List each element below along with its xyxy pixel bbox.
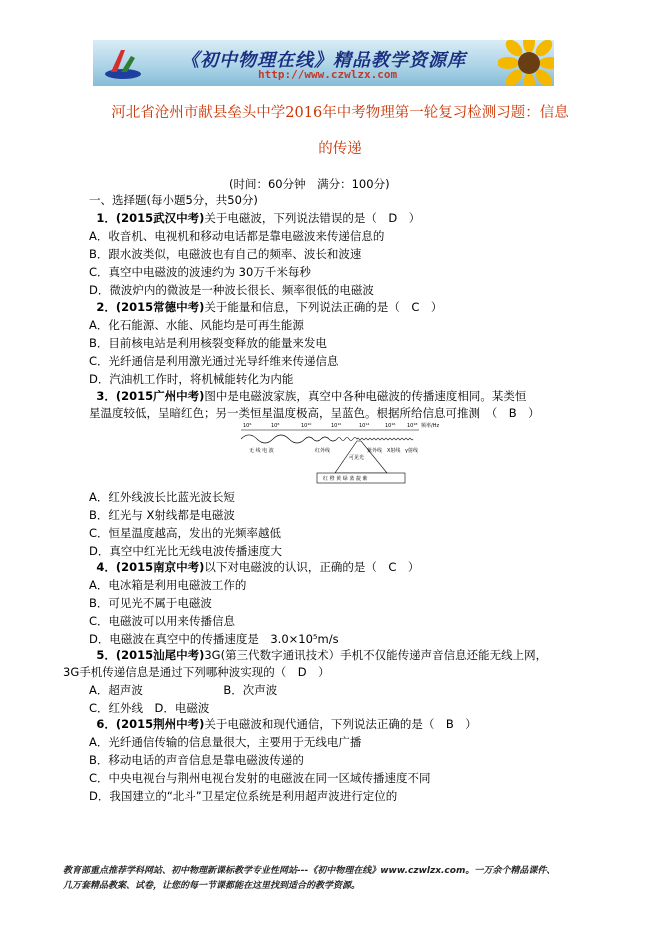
band-label: X射线 [387, 448, 401, 454]
option: C．真空中电磁波的波速约为 30万千米每秒 [89, 265, 311, 279]
question-source: (2015常德中考) [115, 300, 205, 314]
option: D．微波炉内的微波是一种波长很长、频率很低的电磁波 [89, 283, 374, 297]
option: B．移动电话的声音信息是靠电磁波传递的 [89, 753, 304, 767]
band-label: 紫外线 [367, 448, 383, 454]
band-label: 红外线 [315, 448, 331, 454]
question-text: 图中是电磁波家族，真空中各种电磁波的传播速度相同。某类恒 [204, 389, 527, 403]
page-title-line2: 的传递 [318, 141, 362, 157]
option: B．目前核电站是利用核裂变释放的能量来发电 [89, 336, 327, 350]
tick-label: 10¹⁸ [407, 423, 418, 429]
option: D．真空中红光比无线电波传播速度大 [89, 544, 282, 558]
option: A．收音机、电视机和移动电话都是靠电磁波来传递信息的 [89, 229, 385, 243]
question-text: 3G(第三代数字通讯技术）手机不仅能传递声音信息还能无线上网， [204, 648, 548, 662]
tick-label: 10⁶ [243, 423, 252, 429]
question-text: 关于电磁波和现代通信，下列说法正确的是（ B ） [204, 717, 477, 731]
tick-label: 10¹⁴ [359, 423, 370, 429]
question-1-stem [89, 209, 420, 227]
option: D．汽油机工作时，将机械能转化为内能 [89, 372, 294, 386]
time-score-info: (时间：60分钟 满分：100分) [229, 177, 390, 191]
site-logo-icon [103, 46, 143, 80]
footer-line2: 几万套精品教案、试卷，让您的每一节课都能在这里找到适合的教学资源。 [63, 881, 361, 891]
band-label: 无 线 电 波 [249, 448, 274, 454]
tick-label: 频率/Hz [421, 423, 439, 429]
visible-light-label: 可见光 [349, 455, 365, 461]
question-text: 关于能量和信息，下列说法正确的是（ C ） [204, 300, 443, 314]
banner-title: 《初中物理在线》精品教学资源库 [181, 50, 466, 71]
option: A．超声波 B．次声波 [89, 683, 278, 697]
visible-spectrum-label: 红 橙 黄 绿 蓝 靛 紫 [323, 476, 368, 482]
option: D．电磁波在真空中的传播速度是 3.0×10⁵m/s [89, 632, 339, 646]
page-title [80, 95, 600, 167]
option: C．电磁波可以用来传播信息 [89, 614, 236, 628]
sunflower-icon [498, 40, 554, 86]
option: B．红光与 X射线都是电磁波 [89, 508, 235, 522]
option: C．光纤通信是利用激光通过光导纤维来传递信息 [89, 354, 339, 368]
option: B．跟水波类似，电磁波也有自己的频率、波长和波速 [89, 247, 362, 261]
question-source: (2015南京中考) [115, 560, 205, 574]
question-4-stem [89, 558, 419, 576]
option: B．可见光不属于电磁波 [89, 596, 212, 610]
footer-line1: 教育部重点推荐学科网站、初中物理新课标教学专业性网站---《初中物理在线》www.czwlzx.com。一万余个精品课件、 [63, 866, 556, 876]
page-footer [63, 864, 613, 894]
question-5-stem [89, 646, 547, 664]
tick-label: 10⁸ [271, 423, 280, 429]
question-3-stem-cont: 星温度较低，呈暗红色；另一类恒星温度极高，呈蓝色。根据所给信息可推测 （ B ） [89, 406, 540, 420]
option: A．电冰箱是利用电磁波工作的 [89, 578, 247, 592]
option: C．中央电视台与荆州电视台发射的电磁波在同一区域传播速度不同 [89, 771, 431, 785]
header-banner [93, 40, 554, 86]
em-spectrum-diagram [239, 419, 439, 487]
tick-label: 10¹⁶ [385, 423, 396, 429]
option: A．光纤通信传输的信息量很大，主要用于无线电广播 [89, 735, 362, 749]
option: A．红外线波长比蓝光波长短 [89, 490, 235, 504]
question-source: (2015荆州中考) [115, 717, 205, 731]
question-number: 5． [96, 648, 116, 662]
option: A．化石能源、水能、风能均是可再生能源 [89, 318, 304, 332]
question-source: (2015广州中考) [115, 389, 205, 403]
question-number: 2． [96, 300, 116, 314]
tick-label: 10¹⁰ [301, 423, 312, 429]
question-source: (2015武汉中考) [115, 211, 205, 225]
banner-url[interactable]: http://www.czwlzx.com [258, 68, 398, 81]
question-6-stem [89, 715, 477, 733]
question-number: 6． [96, 717, 116, 731]
band-label: γ射线 [405, 448, 418, 454]
question-2-stem [89, 298, 442, 316]
question-text: 关于电磁波，下列说法错误的是（ D ） [204, 211, 421, 225]
wave-icon [241, 435, 413, 443]
tick-label: 10¹² [331, 423, 342, 429]
question-source: (2015汕尾中考) [115, 648, 205, 662]
question-number: 4． [96, 560, 116, 574]
option: C．恒星温度越高，发出的光频率越低 [89, 526, 282, 540]
section-heading: 一、选择题(每小题5分，共50分) [89, 193, 258, 207]
option: C．红外线 D．电磁波 [89, 701, 210, 715]
question-5-stem-cont: 3G手机传递信息是通过下列哪种波实现的（ D ） [63, 665, 330, 679]
option: D．我国建立的“北斗”卫星定位系统是利用超声波进行定位的 [89, 789, 398, 803]
question-text: 以下对电磁波的认识，正确的是（ C ） [204, 560, 420, 574]
question-3-stem [89, 387, 526, 405]
question-number: 3． [96, 389, 116, 403]
page-title-line1: 河北省沧州市献县垒头中学2016年中考物理第一轮复习检测习题：信息 [111, 105, 569, 121]
question-number: 1． [96, 211, 116, 225]
